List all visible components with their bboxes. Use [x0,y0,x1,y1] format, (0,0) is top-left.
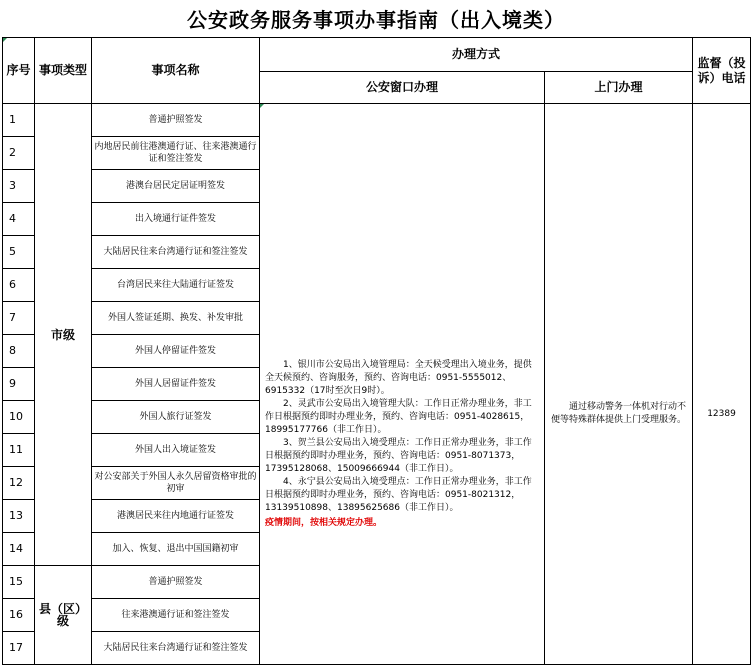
item-name: 港澳居民来往内地通行证签发 [92,500,260,533]
row-number: 17 [3,632,35,665]
item-name: 外国人签证延期、换发、补发审批 [92,302,260,335]
row-number: 6 [3,269,35,302]
item-name: 加入、恢复、退出中国国籍初审 [92,533,260,566]
item-name: 外国人旅行证签发 [92,401,260,434]
header-name: 事项名称 [92,38,260,104]
window-office-entry: 1、银川市公安局出入境管理局：全天候受理出入境业务，提供全天候预约、咨询服务，预约、咨询电话：0951-5555012、6915332（17时至次日9时）。 [265,359,532,396]
door-service-cell [545,104,693,665]
item-name: 外国人出入境证签发 [92,434,260,467]
window-method-cell [260,104,545,665]
row-number: 15 [3,566,35,599]
supervise-phone: 12389 [693,104,751,665]
epidemic-notice: 疫情期间，按相关规定办理。 [265,517,383,528]
window-office-entry: 4、永宁县公安局出入境受理点：工作日正常办理业务，非工作日根据预约即时办理业务，预约、咨询电话：0951-8021312，13139510898、13895625686（非工作日）。 [265,476,532,513]
window-office-entry: 2、灵武市公安局出入境管理大队：工作日正常办理业务，非工作日根据预约即时办理业务，预约、咨询电话：0951-4028615，18995177766（非工作日）。 [265,398,532,435]
table-row [3,104,751,137]
row-number: 16 [3,599,35,632]
header-door: 上门办理 [545,72,693,104]
item-name: 大陆居民往来台湾通行证和签注签发 [92,632,260,665]
row-number: 3 [3,170,35,203]
item-name: 内地居民前往港澳通行证、往来港澳通行证和签注签发 [92,137,260,170]
row-number: 8 [3,335,35,368]
header-method: 办理方式 [260,38,693,72]
guide-table [2,37,751,665]
row-number: 4 [3,203,35,236]
header-type: 事项类型 [35,38,92,104]
header-seq: 序号 [3,38,35,104]
row-number: 13 [3,500,35,533]
row-number: 5 [3,236,35,269]
item-name: 外国人居留证件签发 [92,368,260,401]
cell-note-marker [260,104,264,108]
item-name: 往来港澳通行证和签注签发 [92,599,260,632]
row-number: 9 [3,368,35,401]
item-name: 普通护照签发 [92,104,260,137]
header-window: 公安窗口办理 [260,72,545,104]
row-number: 12 [3,467,35,500]
row-number: 7 [3,302,35,335]
item-name: 外国人停留证件签发 [92,335,260,368]
item-name: 大陆居民往来台湾通行证和签注签发 [92,236,260,269]
item-name: 台湾居民来往大陆通行证签发 [92,269,260,302]
item-name: 出入境通行证件签发 [92,203,260,236]
door-service-text: 通过移动警务一体机对行动不便等特殊群体提供上门受理服务。 [551,402,687,425]
row-number: 1 [3,104,35,137]
window-office-entry: 3、贺兰县公安局出入境受理点：工作日正常办理业务，非工作日根据预约即时办理业务，预约、咨询电话：0951-8071373，17395128068、15009666944（非工作日）。 [265,437,532,474]
item-name: 普通护照签发 [92,566,260,599]
level-county: 县（区）级 [35,566,92,665]
row-number: 2 [3,137,35,170]
header-supervise: 监督（投诉）电话 [693,38,751,104]
row-number: 11 [3,434,35,467]
item-name: 对公安部关于外国人永久居留资格审批的初审 [92,467,260,500]
row-number: 14 [3,533,35,566]
page-title: 公安政务服务事项办事指南（出入境类） [187,7,565,32]
item-name: 港澳台居民定居证明签发 [92,170,260,203]
row-number: 10 [3,401,35,434]
level-city: 市级 [35,104,92,566]
